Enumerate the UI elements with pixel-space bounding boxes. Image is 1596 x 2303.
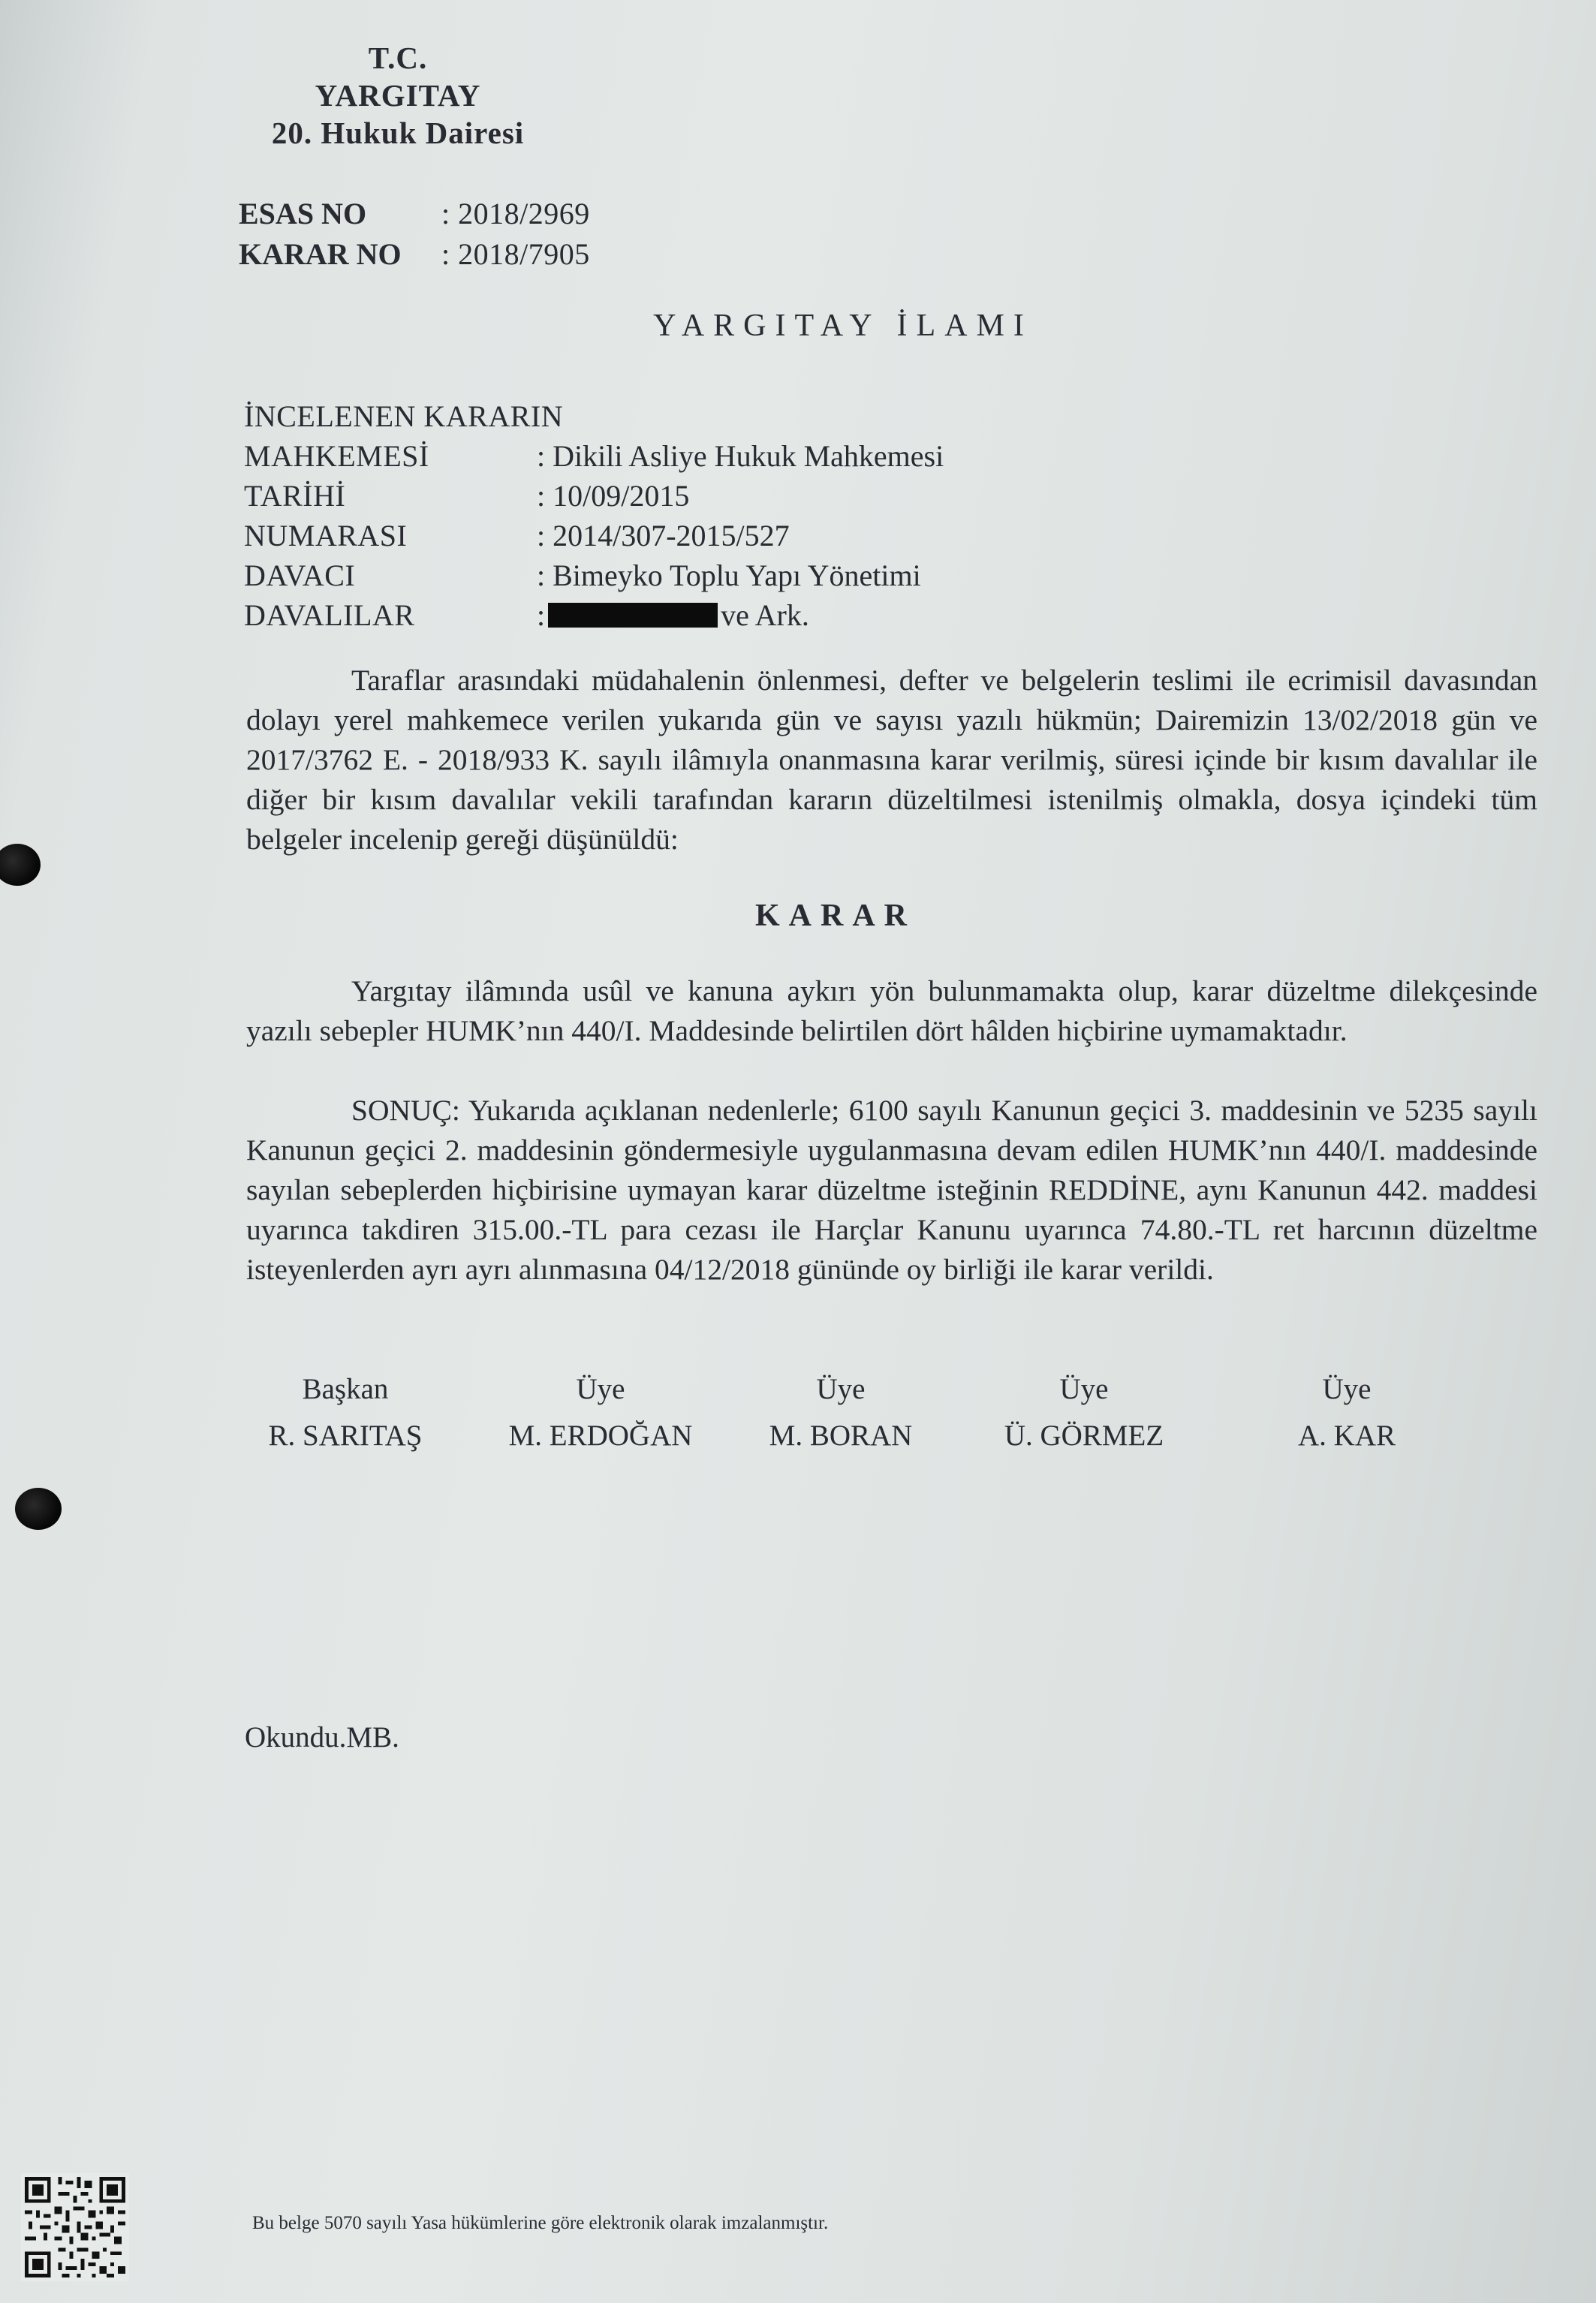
court-value: : Dikili Asliye Hukuk Mahkemesi <box>537 439 944 473</box>
plaintiff-value: : Bimeyko Toplu Yapı Yönetimi <box>537 558 921 592</box>
punch-hole <box>0 844 41 886</box>
member-name: M. ERDOĞAN <box>508 1419 693 1452</box>
case-numbers <box>239 194 590 275</box>
member-role: Üye <box>1322 1373 1372 1405</box>
redaction-bar <box>548 603 718 628</box>
member-role: Üye <box>1059 1373 1109 1405</box>
karar-no-value: : 2018/7905 <box>441 237 590 271</box>
reviewed-decision-block <box>244 396 944 635</box>
member-role: Başkan <box>302 1373 389 1405</box>
member-name: A. KAR <box>1297 1419 1396 1452</box>
number-label: NUMARASI <box>244 519 408 552</box>
member-role: Üye <box>816 1373 866 1405</box>
plaintiff-label: DAVACI <box>244 558 356 592</box>
read-note: Okundu.MB. <box>245 1721 399 1754</box>
intro-paragraph: Taraflar arasındaki müdahalenin önlenmesi, defter ve belgelerin teslimi ile ecrimisil davasından dolayı yerel mahkemece verilen yukarıda gün ve sayısı yazılı hükmün; Dairemizin 13/02/2018 gün ve 2017/3762 E. - 2018/933 K. sayılı ilâmıyla onanmasına karar verilmiş, süresi içinde bir kısım davalılar ile diğer bir kısım davalılar vekili tarafından kararın düzeltilmesi istenilmiş olmakla, dosya içindeki tüm belgeler incelenip gereği düşünüldü: <box>246 664 1537 856</box>
panel-member <box>964 1366 1204 1459</box>
karar-no-row <box>239 234 590 275</box>
esas-no-value: : 2018/2969 <box>441 197 590 230</box>
panel-member <box>225 1366 465 1459</box>
court-name: YARGITAY <box>315 78 481 113</box>
panel-member <box>721 1366 961 1459</box>
date-value: : 10/09/2015 <box>537 479 690 513</box>
date-row <box>244 476 944 516</box>
defendants-label: DAVALILAR <box>244 598 415 632</box>
member-name: M. BORAN <box>769 1419 913 1452</box>
court-label: MAHKEMESİ <box>244 439 429 473</box>
karar-no-label: KARAR NO <box>239 237 402 271</box>
number-row <box>244 516 944 555</box>
date-label: TARİHİ <box>244 479 346 513</box>
panel-member <box>480 1366 721 1459</box>
defendants-row <box>244 595 944 635</box>
defendants-suffix: ve Ark. <box>721 598 809 632</box>
reasoning-paragraph: Yargıtay ilâmında usûl ve kanuna aykırı yön bulunmamakta olup, karar düzeltme dilekçesinde yazılı sebepler HUMK’nın 440/I. Maddesinde belirtilen dört hâlden hiçbirine uymamaktadır. <box>246 974 1537 1047</box>
qr-code-icon <box>21 2173 129 2281</box>
panel-member <box>1227 1366 1467 1459</box>
republic-label: T.C. <box>368 41 428 75</box>
punch-hole <box>15 1488 62 1530</box>
esas-no-label: ESAS NO <box>239 197 367 230</box>
document-title: YARGITAY İLAMI <box>653 309 1033 343</box>
chamber-name: 20. Hukuk Dairesi <box>271 116 525 150</box>
court-header <box>240 39 556 152</box>
e-signature-note: Bu belge 5070 sayılı Yasa hükümlerine göre elektronik olarak imzalanmıştır. <box>252 2213 829 2233</box>
number-value: : 2014/307-2015/527 <box>537 519 790 552</box>
member-name: R. SARITAŞ <box>268 1419 423 1452</box>
reviewed-heading: İNCELENEN KARARIN <box>244 399 564 433</box>
member-name: Ü. GÖRMEZ <box>1004 1419 1164 1452</box>
member-role: Üye <box>576 1373 625 1405</box>
esas-no-row <box>239 194 590 234</box>
plaintiff-row <box>244 555 944 595</box>
result-paragraph: SONUÇ: Yukarıda açıklanan nedenlerle; 6100 sayılı Kanunun geçici 3. maddesinin ve 5235 sayılı Kanunun geçici 2. maddesinin göndermesiyle uygulanmasına devam edilen HUMK’nın 440/I. maddesinde sayılan sebeplerden hiçbirisine uymayan karar düzeltme isteğinin REDDİNE, aynı Kanunun 442. maddesi uyarınca takdiren 315.00.-TL para cezası ile Harçlar Kanunu uyarınca 74.80.-TL ret harcının düzeltme isteyenlerden ayrı ayrı alınmasına 04/12/2018 gününde oy birliği ile karar verildi. <box>246 1094 1537 1286</box>
decision-heading: KARAR <box>755 899 916 933</box>
defendants-prefix: : <box>537 598 546 632</box>
court-row <box>244 436 944 476</box>
